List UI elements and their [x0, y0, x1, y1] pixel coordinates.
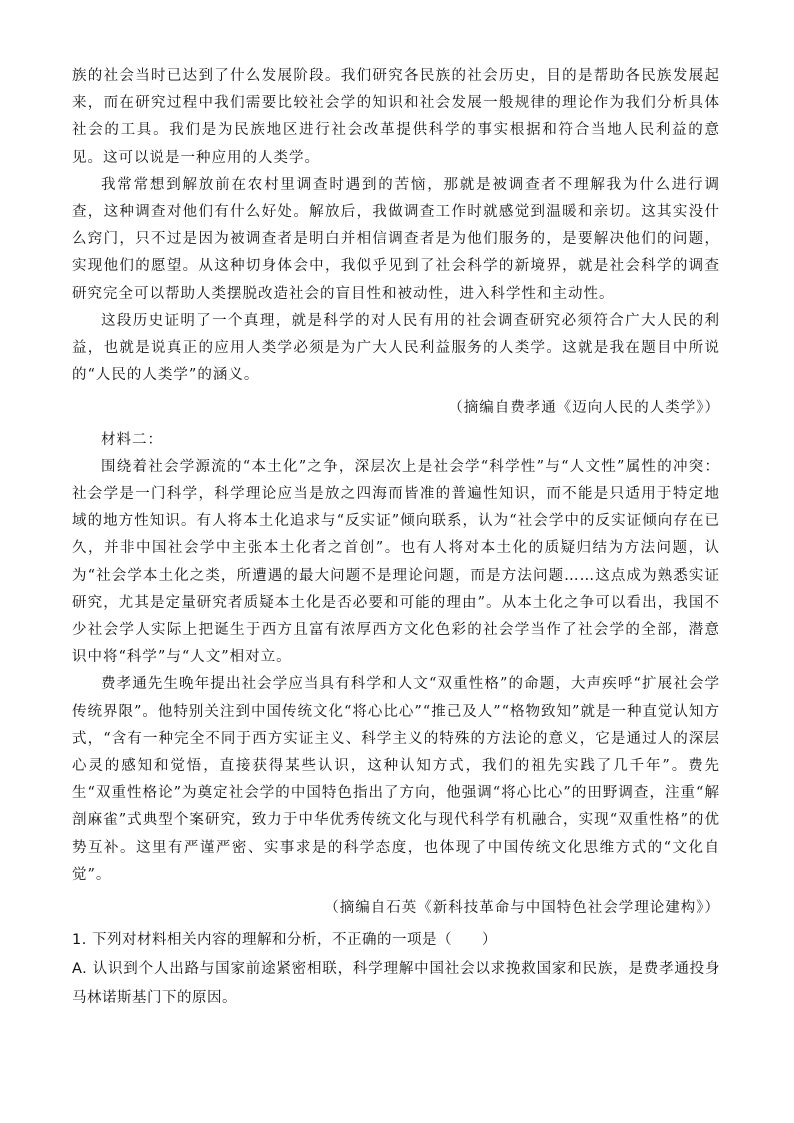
document-page [72, 63, 720, 1013]
article-paragraph-3: 这段历史证明了一个真理，就是科学的对人民有用的社会调查研究必须符合广大人民的利益，也就是说真正的应用人类学必须是为广大人民利益服务的人类学。这就是我在题目中所说的“人民的人类学”的涵义。 [72, 312, 720, 384]
article-paragraph-2: 我常常想到解放前在农村里调查时遇到的苦恼，那就是被调查者不理解我为什么进行调查，这种调查对他们有什么好处。解放后，我做调查工作时就感觉到温暖和亲切。这其实没什么窍门，只不过是因为被调查者是明白并相信调查者是为他们服务的，是要解决他们的问题，实现他们的愿望。从这种切身体会中，我似乎见到了社会科学的新境界，就是社会科学的调查研究完全可以帮助人类摆脱改造社会的盲目性和被动性，进入科学性和主动性。 [72, 176, 720, 302]
question-option-a: A. 认识到个人出路与国家前途紧密相联，科学理解中国社会以求挽救国家和民族，是费孝通投身马林诺斯基门下的原因。 [72, 961, 720, 1007]
source-citation-1: （摘编自费孝通《迈向人民的人类学》） [448, 400, 720, 417]
source-citation-2: （摘编自石英《新科技革命与中国特色社会学理论建构》） [324, 900, 720, 917]
article-paragraph-4: 围绕着社会学源流的“本土化”之争，深层次上是社会学“科学性”与“人文性”属性的冲突：社会学是一门科学，科学理论应当是放之四海而皆准的普遍性知识，而不能是只适用于特定地域的地方性知识。有人将本土化追求与“反实证”倾向联系，认为“社会学中的反实证倾向存在已久，并非中国社会学中主张本土化者之首创”。也有人将对本土化的质疑归结为方法问题，认为“社会学本土化之类，所遭遇的最大问题不是理论问题，而是方法问题……这点成为熟悉实证研究，尤其是定量研究者质疑本土化是否必要和可能的理由”。从本土化之争可以看出，我国不少社会学人实际上把诞生于西方且富有浓厚西方文化色彩的社会学当作了社会学的全部，潜意识中将“科学”与“人文”相对立。 [72, 458, 720, 666]
article-paragraph-1: 族的社会当时已达到了什么发展阶段。我们研究各民族的社会历史，目的是帮助各民族发展起来，而在研究过程中我们需要比较社会学的知识和社会发展一般规律的理论作为我们分析具体社会的工具。我们是为民族地区进行社会改革提供科学的事实根据和符合当地人民利益的意见。这可以说是一种应用的人类学。 [72, 68, 720, 166]
material-2-label: 材料二： [101, 431, 163, 448]
article-paragraph-5: 费孝通先生晚年提出社会学应当具有科学和人文“双重性格”的命题，大声疾呼“扩展社会学传统界限”。他特别关注到中国传统文化“将心比心”“推己及人”“格物致知”就是一种直觉认知方式，“含有一种完全不同于西方实证主义、科学主义的特殊的方法论的意义，它是通过人的深层心灵的感知和觉悟，直接获得某些认识，这种认知方式，我们的祖先实践了几千年”。费先生“双重性格论”为奠定社会学的中国特色指出了方向，他强调“将心比心”的田野调查，注重“解剖麻雀”式典型个案研究，致力于中华优秀传统文化与现代科学有机融合，实现“双重性格”的优势互补。这里有严谨严密、实事求是的科学态度，也体现了中国传统文化思维方式的“文化自觉”。 [72, 676, 720, 883]
question-stem: 1. 下列对材料相关内容的理解和分析，不正确的一项是（ ） [72, 932, 497, 949]
